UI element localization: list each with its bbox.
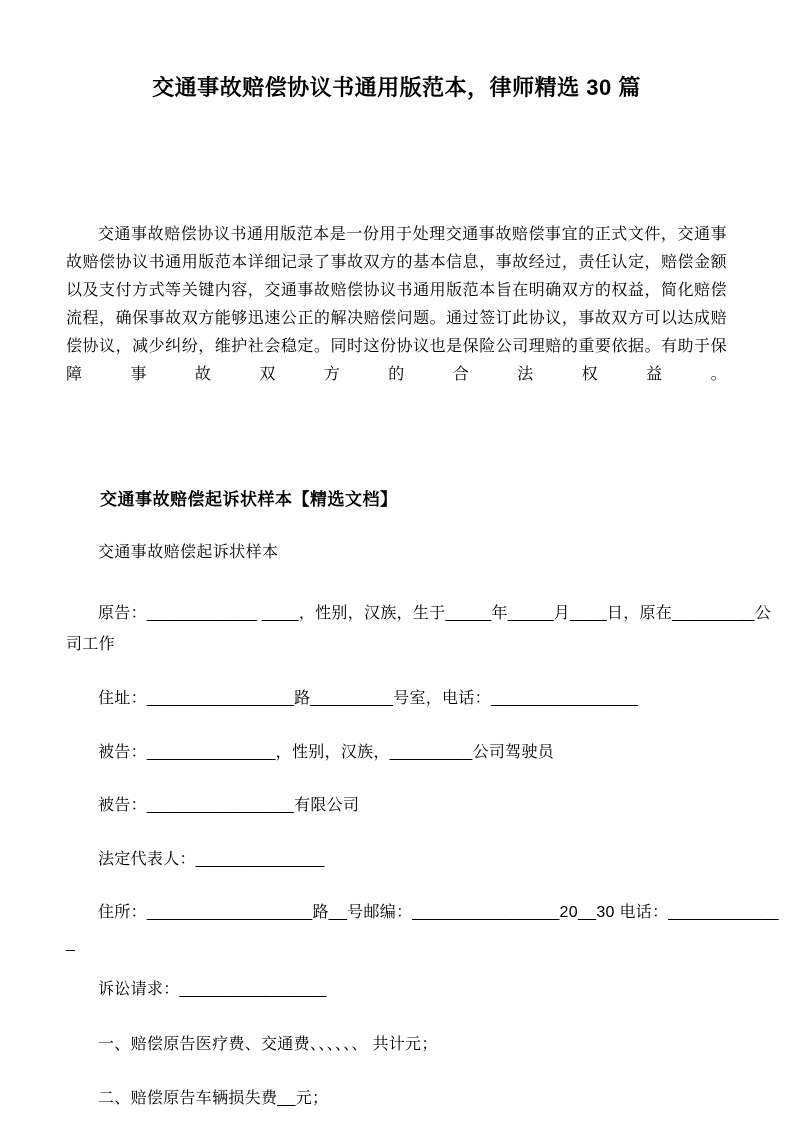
plaintiff-line-wrap: 司工作 <box>66 636 115 653</box>
residence-line: 住所：__________________路__号邮编：________________20__30 电话：____________ <box>98 904 779 921</box>
legal-representative-line: 法定代表人：______________ <box>98 851 325 868</box>
claim-item-2: 二、赔偿原告车辆损失费__元； <box>98 1090 329 1107</box>
residence-line-wrap: _ <box>66 935 76 952</box>
complaint-form <box>66 598 779 1114</box>
claims-request-line: 诉讼请求：________________ <box>98 981 327 998</box>
plaintiff-line: 原告：____________ ____，性别，汉族，生于_____年_____月____日，原在_________公 <box>98 605 772 622</box>
section-heading: 交通事故赔偿起诉状样本【精选文档】 <box>100 490 398 509</box>
claim-item-1: 一、赔偿原告医疗费、交通费、、、、、、 共计元； <box>98 1036 438 1053</box>
defendant-driver-line: 被告：______________，性别，汉族，_________公司驾驶员 <box>98 744 555 761</box>
address-line: 住址：________________路_________号室，电话：________________ <box>98 690 639 707</box>
document-title: 交通事故赔偿协议书通用版范本，律师精选 30 篇 <box>152 75 641 100</box>
defendant-company-line: 被告：________________有限公司 <box>98 797 360 814</box>
section-subtitle: 交通事故赔偿起诉状样本 <box>98 544 279 561</box>
intro-paragraph: 交通事故赔偿协议书通用版范本是一份用于处理交通事故赔偿事宜的正式文件，交通事故赔偿协议书通用版范本详细记录了事故双方的基本信息，事故经过，责任认定，赔偿金额以及支付方式等关键内容，交通事故赔偿协议书通用版范本旨在明确双方的权益，简化赔偿流程，确保事故双方能够迅速公正的解决赔偿问题。通过签订此协议，事故双方可以达成赔偿协议，减少纠纷，维护社会稳定。同时这份协议也是保险公司理赔的重要依据。有助于保障事故双方的合法权益。 <box>66 226 727 383</box>
